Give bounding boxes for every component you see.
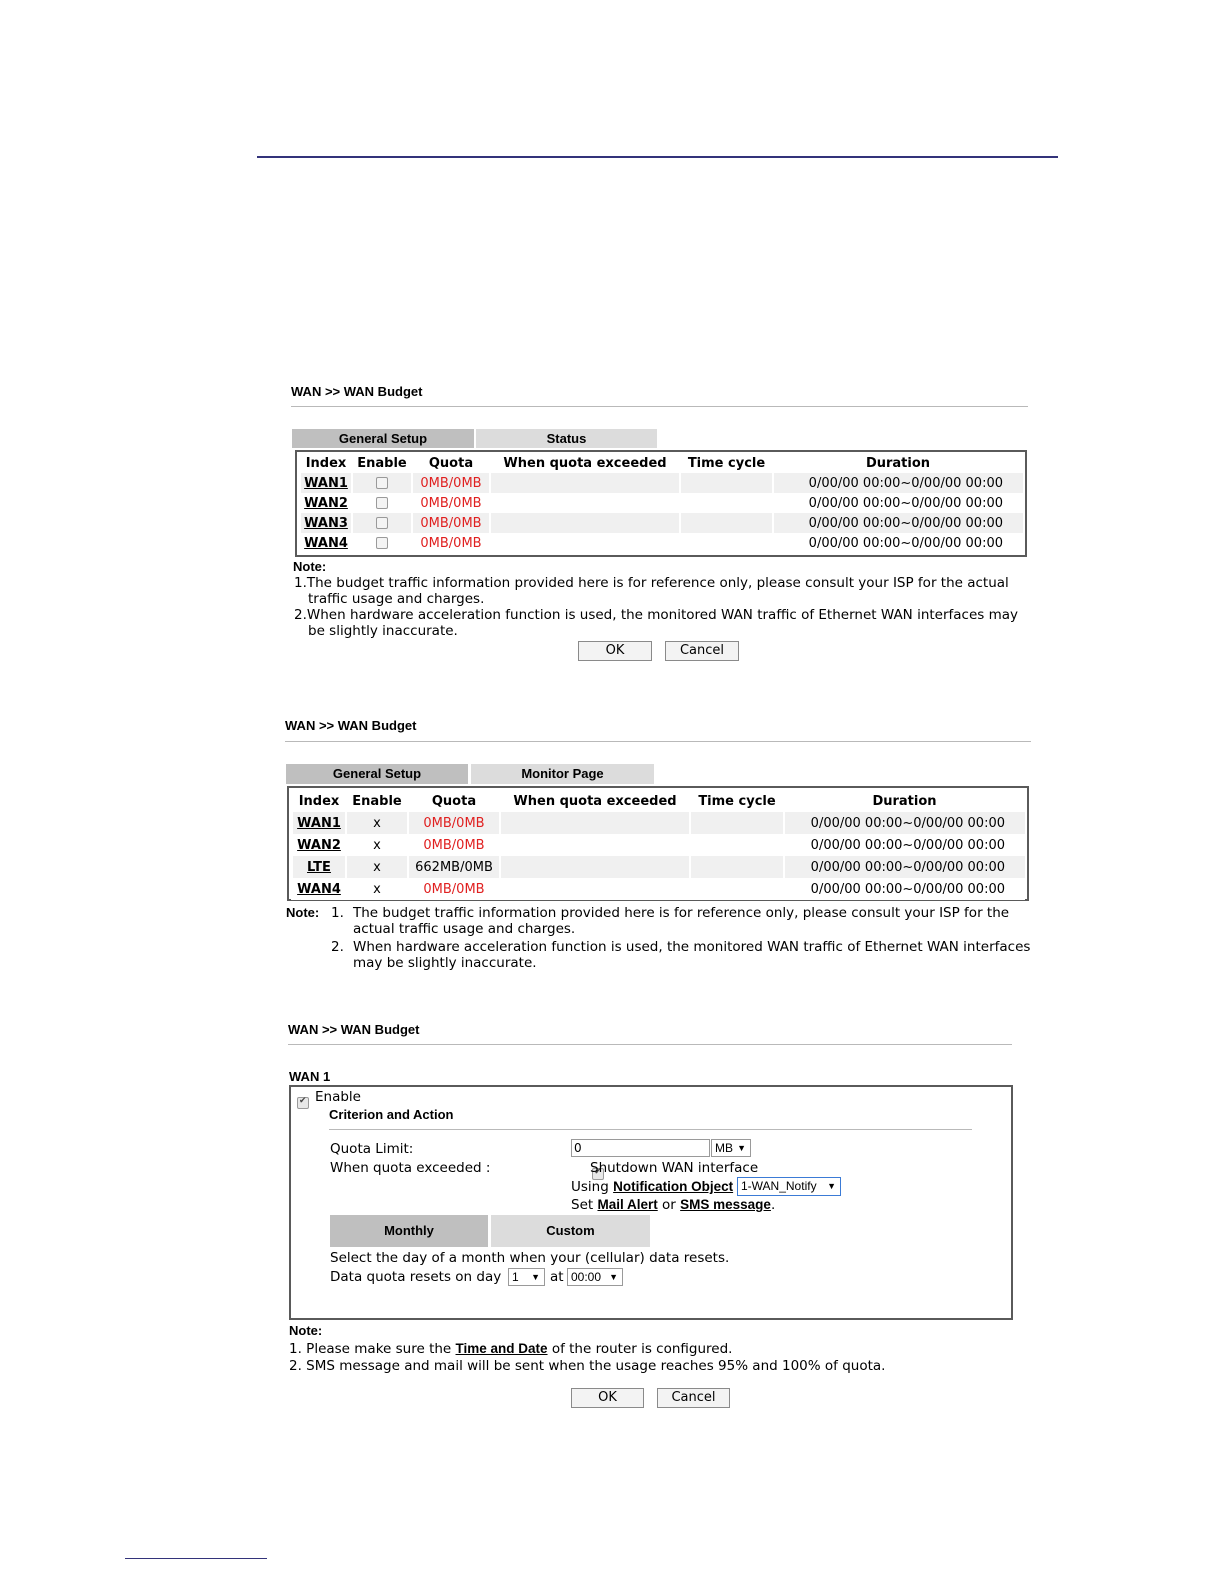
- notification-object-link[interactable]: Notification Object: [613, 1179, 734, 1194]
- period-text: .: [770, 1197, 776, 1213]
- note-line: actual traffic usage and charges.: [353, 921, 576, 937]
- quota-cell: 0MB/0MB: [408, 878, 500, 900]
- exceeded-cell: [500, 878, 690, 900]
- page-header-rule: [257, 156, 1058, 158]
- enable-checkbox[interactable]: [376, 497, 388, 509]
- enable-cell: x: [346, 856, 408, 878]
- monitor-table: [287, 786, 1029, 901]
- cycle-cell: [690, 878, 784, 900]
- note-line: traffic usage and charges.: [308, 591, 485, 607]
- tab-general-setup[interactable]: General Setup: [286, 764, 468, 784]
- footer-rule: [125, 1558, 267, 1559]
- wan4-link[interactable]: WAN4: [304, 535, 348, 551]
- quota-cell: 0MB/0MB: [412, 533, 490, 553]
- quota-cell: 0MB/0MB: [412, 493, 490, 513]
- enable-cell: x: [346, 834, 408, 856]
- enable-cell: x: [346, 878, 408, 900]
- quota-cell: 662MB/0MB: [408, 856, 500, 878]
- exceeded-label: When quota exceeded :: [330, 1160, 491, 1176]
- note-line: may be slightly inaccurate.: [353, 955, 537, 971]
- wan3-link[interactable]: WAN3: [304, 515, 348, 531]
- enable-checkbox[interactable]: [376, 517, 388, 529]
- duration-cell: 0/00/00 00:00~0/00/00 00:00: [784, 812, 1025, 834]
- note-title: Note:: [293, 559, 327, 574]
- quota-cell: 0MB/0MB: [412, 513, 490, 533]
- duration-cell: 0/00/00 00:00~0/00/00 00:00: [773, 533, 1023, 553]
- quota-cell: 0MB/0MB: [408, 834, 500, 856]
- wan2-link[interactable]: WAN2: [297, 837, 341, 853]
- column-header: Duration: [872, 793, 937, 809]
- quota-limit-label: Quota Limit:: [330, 1141, 414, 1157]
- criterion-divider: [329, 1129, 972, 1130]
- note-block: [289, 1322, 1029, 1375]
- column-header: When quota exceeded: [513, 793, 677, 809]
- duration-cell: 0/00/00 00:00~0/00/00 00:00: [773, 473, 1023, 493]
- reset-label: Data quota resets on day: [330, 1269, 502, 1285]
- note-line: be slightly inaccurate.: [308, 623, 458, 639]
- quota-unit-select[interactable]: [711, 1139, 751, 1157]
- duration-cell: 0/00/00 00:00~0/00/00 00:00: [784, 878, 1025, 900]
- notification-line: [571, 1179, 733, 1195]
- enable-checkbox[interactable]: [376, 477, 388, 489]
- breadcrumb-divider: [285, 741, 1031, 742]
- mail-alert-link[interactable]: Mail Alert: [597, 1197, 658, 1212]
- chevron-down-icon: ▼: [531, 1272, 540, 1282]
- section-title: WAN 1: [289, 1069, 331, 1084]
- wan1-link[interactable]: WAN1: [297, 815, 341, 831]
- wan4-link[interactable]: WAN4: [297, 881, 341, 897]
- table-row: [292, 856, 1025, 878]
- tab-status[interactable]: Status: [476, 429, 657, 448]
- note1-post: of the router is configured.: [547, 1341, 733, 1357]
- table-row: [292, 834, 1025, 856]
- breadcrumb: WAN >> WAN Budget: [288, 1022, 420, 1037]
- breadcrumb: WAN >> WAN Budget: [285, 718, 417, 733]
- reset-day-select[interactable]: [508, 1268, 545, 1286]
- table-row: [300, 513, 1023, 533]
- column-header: Quota: [431, 793, 477, 809]
- shutdown-label: Shutdown WAN interface: [590, 1160, 759, 1176]
- note-line: The budget traffic information provided here is for reference only, please consult your ISP for the: [353, 905, 1010, 921]
- reset-description: Select the day of a month when your (cellular) data resets.: [330, 1250, 730, 1266]
- reset-time-value: 00:00: [571, 1270, 602, 1284]
- wan2-link[interactable]: WAN2: [304, 495, 348, 511]
- chevron-down-icon: ▼: [827, 1181, 836, 1191]
- duration-cell: 0/00/00 00:00~0/00/00 00:00: [784, 856, 1025, 878]
- column-header: Quota: [428, 455, 474, 471]
- reset-time-select[interactable]: [567, 1268, 623, 1286]
- quota-cell: 0MB/0MB: [408, 812, 500, 834]
- note-line: [289, 1340, 1029, 1358]
- cycle-cell: [690, 856, 784, 878]
- tab-monitor-page[interactable]: Monitor Page: [471, 764, 654, 784]
- note-title: Note:: [286, 905, 320, 920]
- enable-label: Enable: [315, 1089, 361, 1105]
- table-row: [292, 878, 1025, 900]
- cycle-cell: [690, 834, 784, 856]
- chevron-down-icon: ▼: [737, 1143, 746, 1153]
- reset-day-value: 1: [512, 1270, 519, 1284]
- quota-limit-input[interactable]: 0: [571, 1139, 710, 1157]
- wan1-link[interactable]: WAN1: [304, 475, 348, 491]
- duration-cell: 0/00/00 00:00~0/00/00 00:00: [784, 834, 1025, 856]
- notification-object-select[interactable]: [737, 1177, 841, 1196]
- cycle-cell: [680, 533, 773, 553]
- table-row: [300, 493, 1023, 513]
- column-header: Time cycle: [687, 455, 766, 471]
- exceeded-cell: [490, 473, 680, 493]
- exceeded-cell: [500, 812, 690, 834]
- tab-custom[interactable]: Custom: [491, 1215, 650, 1247]
- at-text: at: [550, 1269, 564, 1285]
- column-header: Time cycle: [698, 793, 776, 809]
- using-text: Using: [571, 1179, 609, 1195]
- column-header: Index: [298, 793, 340, 809]
- table-row: [300, 533, 1023, 553]
- enable-cell: x: [346, 812, 408, 834]
- sms-message-link[interactable]: SMS message: [680, 1197, 771, 1212]
- tab-monthly[interactable]: Monthly: [330, 1215, 488, 1247]
- enable-checkbox[interactable]: [297, 1097, 309, 1109]
- notification-object-value: 1-WAN_Notify: [741, 1179, 817, 1193]
- note-line: 1.The budget traffic information provided here is for reference only, please consult your ISP for the actual: [294, 575, 1009, 591]
- duration-cell: 0/00/00 00:00~0/00/00 00:00: [773, 513, 1023, 533]
- criterion-title: Criterion and Action: [329, 1107, 454, 1122]
- budget-table: [295, 450, 1027, 557]
- cancel-button[interactable]: Cancel: [665, 641, 739, 661]
- column-header: Duration: [865, 455, 931, 471]
- note-number: 2.: [331, 939, 344, 955]
- note-line: 2.When hardware acceleration function is used, the monitored WAN traffic of Ethernet WAN interfaces may: [294, 607, 1019, 623]
- column-header: Enable: [352, 793, 402, 809]
- cancel-button[interactable]: Cancel: [657, 1388, 730, 1408]
- note1-pre: 1. Please make sure the: [289, 1341, 456, 1357]
- exceeded-cell: [490, 513, 680, 533]
- ok-button[interactable]: OK: [578, 641, 652, 661]
- breadcrumb-divider: [288, 1044, 1012, 1045]
- quota-cell: 0MB/0MB: [412, 473, 490, 493]
- exceeded-cell: [500, 834, 690, 856]
- exceeded-cell: [500, 856, 690, 878]
- note-number: 1.: [331, 905, 344, 921]
- chevron-down-icon: ▼: [609, 1272, 618, 1282]
- exceeded-cell: [490, 533, 680, 553]
- column-header: Index: [305, 455, 347, 471]
- table-row: [300, 473, 1023, 493]
- column-header: Enable: [357, 455, 407, 471]
- note-block: [293, 559, 1033, 639]
- tab-general-setup[interactable]: General Setup: [292, 429, 474, 448]
- ok-button[interactable]: OK: [571, 1388, 644, 1408]
- alert-line: [571, 1197, 775, 1213]
- breadcrumb: WAN >> WAN Budget: [291, 384, 423, 399]
- note-block: [286, 905, 1031, 971]
- exceeded-cell: [490, 493, 680, 513]
- duration-cell: 0/00/00 00:00~0/00/00 00:00: [773, 493, 1023, 513]
- cycle-cell: [680, 513, 773, 533]
- enable-checkbox[interactable]: [376, 537, 388, 549]
- or-text: or: [662, 1197, 676, 1213]
- cycle-cell: [680, 493, 773, 513]
- cycle-cell: [690, 812, 784, 834]
- column-header: When quota exceeded: [503, 455, 667, 471]
- time-and-date-link[interactable]: Time and Date: [455, 1341, 548, 1356]
- lte-link[interactable]: LTE: [307, 859, 331, 875]
- cycle-cell: [680, 473, 773, 493]
- set-text: Set: [571, 1197, 594, 1213]
- quota-unit-value: MB: [715, 1141, 733, 1155]
- breadcrumb-divider: [291, 406, 1028, 407]
- table-row: [292, 812, 1025, 834]
- note-line: 2. SMS message and mail will be sent when the usage reaches 95% and 100% of quota.: [289, 1358, 886, 1374]
- note-title: Note:: [289, 1323, 323, 1338]
- note-line: When hardware acceleration function is used, the monitored WAN traffic of Ethernet WAN interfaces: [353, 939, 1031, 955]
